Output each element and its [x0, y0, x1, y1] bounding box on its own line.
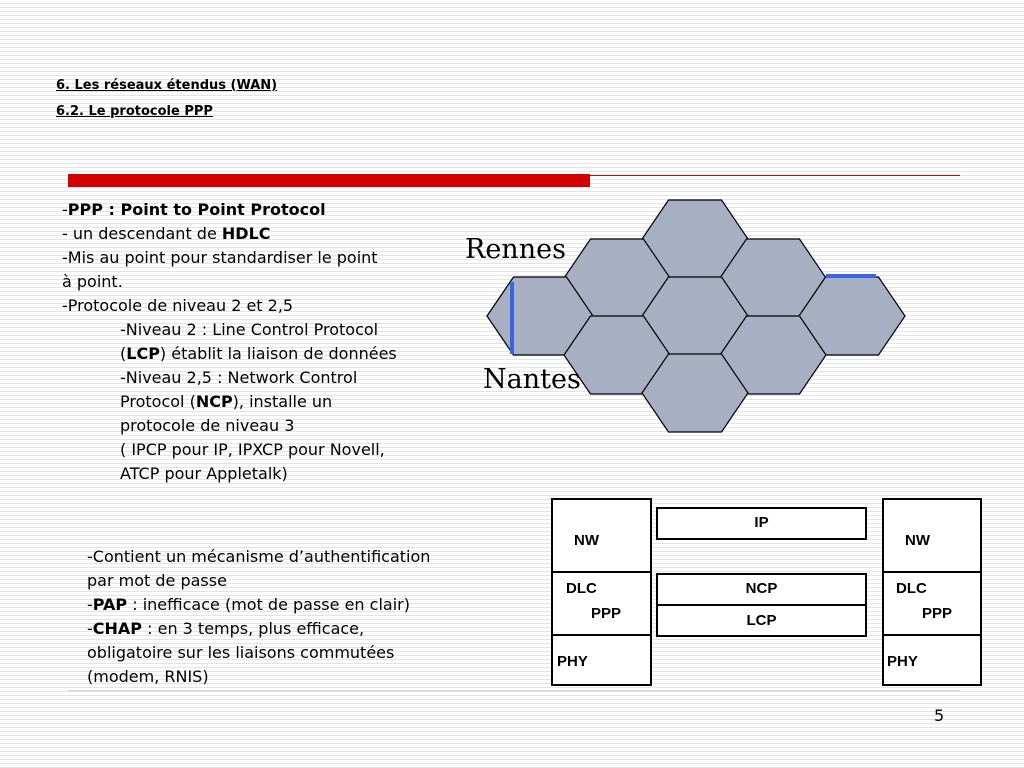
right-dlc-label: DLC [896, 580, 927, 597]
lcp-label: LCP [746, 612, 777, 629]
title-underline-bar [68, 174, 590, 187]
ncp-label: NCP [745, 580, 778, 597]
text-fragment: ), installe un [232, 392, 333, 411]
page-number: 5 [934, 706, 945, 725]
section-title: 6. Les réseaux étendus (WAN) [56, 78, 278, 93]
text-line: -Contient un mécanisme d’authentification [87, 547, 431, 566]
text-line: ATCP pour Appletalk) [120, 464, 288, 483]
lcp-term: LCP [126, 344, 160, 363]
text-fragment: : en 3 temps, plus efficace, [142, 619, 365, 638]
text-line [62, 342, 397, 366]
city-rennes-label: Rennes [465, 234, 566, 265]
left-ppp-label: PPP [591, 605, 622, 622]
hdlc-term: HDLC [221, 224, 271, 243]
text-line [87, 593, 430, 617]
text-line: obligatoire sur les liaisons commutées [87, 643, 395, 662]
text-line: -Niveau 2 : Line Control Protocol [120, 320, 379, 339]
text-line [62, 222, 397, 246]
text-fragment: - [87, 595, 93, 614]
authentication-description [87, 545, 430, 689]
text-fragment: - [62, 200, 68, 219]
text-line: -Niveau 2,5 : Network Control [120, 368, 358, 387]
text-line: protocole de niveau 3 [120, 416, 295, 435]
subsection-title: 6.2. Le protocole PPP [56, 104, 213, 119]
ppp-description [62, 198, 397, 486]
text-fragment: ( [120, 344, 127, 363]
title-underline-line [590, 175, 960, 176]
text-line [62, 390, 397, 414]
pap-term: PAP [92, 595, 128, 614]
hexagon-network-diagram [470, 190, 920, 440]
right-phy-label: PHY [887, 653, 918, 670]
text-line: -Protocole de niveau 2 et 2,5 [62, 296, 294, 315]
text-line: (modem, RNIS) [87, 667, 209, 686]
ppp-term: PPP : Point to Point Protocol [67, 200, 326, 219]
text-line [62, 198, 397, 222]
ncp-term: NCP [195, 392, 233, 411]
stack-divider [551, 571, 652, 573]
left-dlc-label: DLC [566, 580, 597, 597]
right-ppp-label: PPP [922, 605, 953, 622]
ncp-lcp-divider [656, 604, 867, 606]
text-fragment: - un descendant de [62, 224, 222, 243]
text-line: à point. [62, 272, 123, 291]
stack-divider [882, 634, 982, 636]
ip-label: IP [754, 514, 769, 531]
text-line: -Mis au point pour standardiser le point [62, 248, 378, 267]
text-line [87, 617, 430, 641]
right-nw-label: NW [905, 532, 930, 549]
left-nw-label: NW [574, 532, 599, 549]
chap-term: CHAP [92, 619, 143, 638]
text-fragment: : inefficace (mot de passe en clair) [127, 595, 410, 614]
text-line: ( IPCP pour IP, IPXCP pour Novell, [120, 440, 385, 459]
text-fragment: - [87, 619, 93, 638]
city-nantes-label: Nantes [483, 364, 581, 395]
left-phy-label: PHY [557, 653, 588, 670]
stack-divider [882, 571, 982, 573]
text-fragment: ) établit la liaison de données [159, 344, 397, 363]
footer-divider [68, 690, 960, 691]
text-fragment: Protocol ( [120, 392, 196, 411]
stack-divider [551, 634, 652, 636]
text-line: par mot de passe [87, 571, 227, 590]
